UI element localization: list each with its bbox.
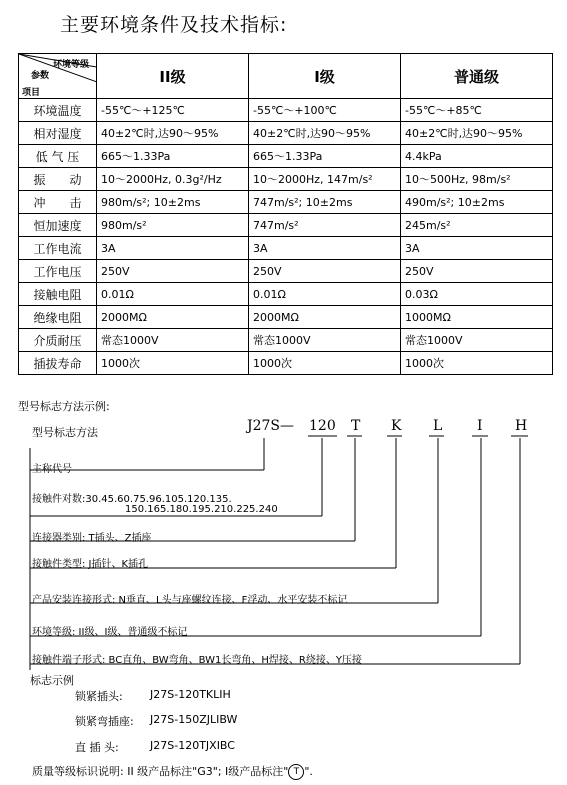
example-code-straight-plug: J27S-120TJXIBC (150, 739, 235, 752)
value-cell: 747m/s² (249, 214, 401, 237)
value-cell: 665～1.33Pa (249, 145, 401, 168)
value-cell: 250V (401, 260, 553, 283)
code-part-mounting: L (433, 418, 443, 434)
corner-bottom-label: 项目 (22, 88, 41, 98)
param-cell: 插拔寿命 (19, 352, 97, 375)
value-cell: 3A (97, 237, 249, 260)
label-connector-category: 连接器类别: T插头、Z插座 (32, 533, 152, 544)
value-cell: 245m/s² (401, 214, 553, 237)
value-cell: 250V (97, 260, 249, 283)
value-cell: -55℃～+100℃ (249, 99, 401, 122)
param-cell: 介质耐压 (19, 329, 97, 352)
value-cell: 10～500Hz, 98m/s² (401, 168, 553, 191)
label-mounting-type: 产品安装连接形式: N垂直、L头与座螺纹连接、F浮动、水平安装不标记 (32, 595, 348, 606)
value-cell: 40±2℃时,达90～95% (401, 122, 553, 145)
value-cell: 2000MΩ (97, 306, 249, 329)
param-cell: 环境温度 (19, 99, 97, 122)
value-cell: 2000MΩ (249, 306, 401, 329)
param-cell: 低 气 压 (19, 145, 97, 168)
example-code-bent-socket: J27S-150ZJLIBW (150, 713, 238, 726)
code-part-category: T (351, 418, 361, 434)
page-title: 主要环境条件及技术指标: (60, 14, 288, 36)
label-contact-type: 接触件类型: J插针、K插孔 (32, 559, 149, 570)
value-cell: 常态1000V (97, 329, 249, 352)
header-grade-1: I级 (249, 54, 401, 99)
value-cell: 40±2℃时,达90～95% (249, 122, 401, 145)
param-cell: 相对湿度 (19, 122, 97, 145)
param-cell: 绝缘电阻 (19, 306, 97, 329)
example-name-bent-socket: 锁紧弯插座: (75, 715, 134, 728)
value-cell: 490m/s²; 10±2ms (401, 191, 553, 214)
value-cell: -55℃～+85℃ (401, 99, 553, 122)
value-cell: 980m/s²; 10±2ms (97, 191, 249, 214)
param-cell: 工作电流 (19, 237, 97, 260)
code-part-count: 120 (309, 418, 336, 434)
code-part-terminal: H (515, 418, 528, 434)
value-cell: 3A (401, 237, 553, 260)
param-cell: 振 动 (19, 168, 97, 191)
value-cell: 4.4kPa (401, 145, 553, 168)
param-cell: 工作电压 (19, 260, 97, 283)
quality-symbol-letter: T (293, 767, 300, 777)
corner-mid-label: 参数 (31, 71, 50, 81)
label-contact-count: 接触件对数:30.45.60.75.96.105.120.135. (32, 494, 232, 505)
value-cell: 3A (249, 237, 401, 260)
model-section-title: 型号标志方法示例: (18, 400, 110, 413)
example-title: 标志示例 (30, 674, 74, 687)
value-cell: -55℃～+125℃ (97, 99, 249, 122)
label-terminal-type: 接触件端子形式: BC直角、BW弯角、BW1长弯角、H焊接、R绕接、Y压接 (32, 655, 362, 666)
example-name-straight-plug: 直 插 头: (75, 741, 119, 754)
value-cell: 10～2000Hz, 0.3g²/Hz (97, 168, 249, 191)
quality-symbol-circle (288, 764, 304, 780)
value-cell: 980m/s² (97, 214, 249, 237)
value-cell: 0.03Ω (401, 283, 553, 306)
method-label: 型号标志方法 (32, 426, 98, 439)
example-name-plug: 锁紧插头: (75, 690, 123, 703)
quality-note (32, 763, 313, 780)
label-contact-count-cont: 150.165.180.195.210.225.240 (125, 504, 278, 515)
value-cell: 40±2℃时,达90～95% (97, 122, 249, 145)
value-cell: 1000次 (249, 352, 401, 375)
quality-note-suffix: ". (304, 765, 313, 778)
value-cell: 0.01Ω (97, 283, 249, 306)
value-cell: 1000MΩ (401, 306, 553, 329)
value-cell: 1000次 (97, 352, 249, 375)
code-part-env-grade: I (477, 418, 483, 434)
label-main-code: 主称代号 (32, 464, 72, 475)
code-part-contact-type: K (391, 418, 402, 434)
value-cell: 0.01Ω (249, 283, 401, 306)
corner-top-label: 环境等级 (53, 60, 90, 70)
header-grade-normal: 普通级 (401, 54, 553, 99)
value-cell: 常态1000V (401, 329, 553, 352)
value-cell: 747m/s²; 10±2ms (249, 191, 401, 214)
param-cell: 接触电阻 (19, 283, 97, 306)
code-prefix: J27S— (247, 418, 295, 434)
label-env-grade: 环境等级: II级、I级、普通级不标记 (32, 627, 188, 638)
param-cell: 冲 击 (19, 191, 97, 214)
param-cell: 恒加速度 (19, 214, 97, 237)
value-cell: 10～2000Hz, 147m/s² (249, 168, 401, 191)
value-cell: 250V (249, 260, 401, 283)
header-grade-2: II级 (97, 54, 249, 99)
value-cell: 1000次 (401, 352, 553, 375)
quality-note-prefix: 质量等级标识说明: II 级产品标注"G3"; I级产品标注" (32, 765, 289, 778)
value-cell: 665～1.33Pa (97, 145, 249, 168)
example-code-plug: J27S-120TKLIH (150, 688, 231, 701)
value-cell: 常态1000V (249, 329, 401, 352)
